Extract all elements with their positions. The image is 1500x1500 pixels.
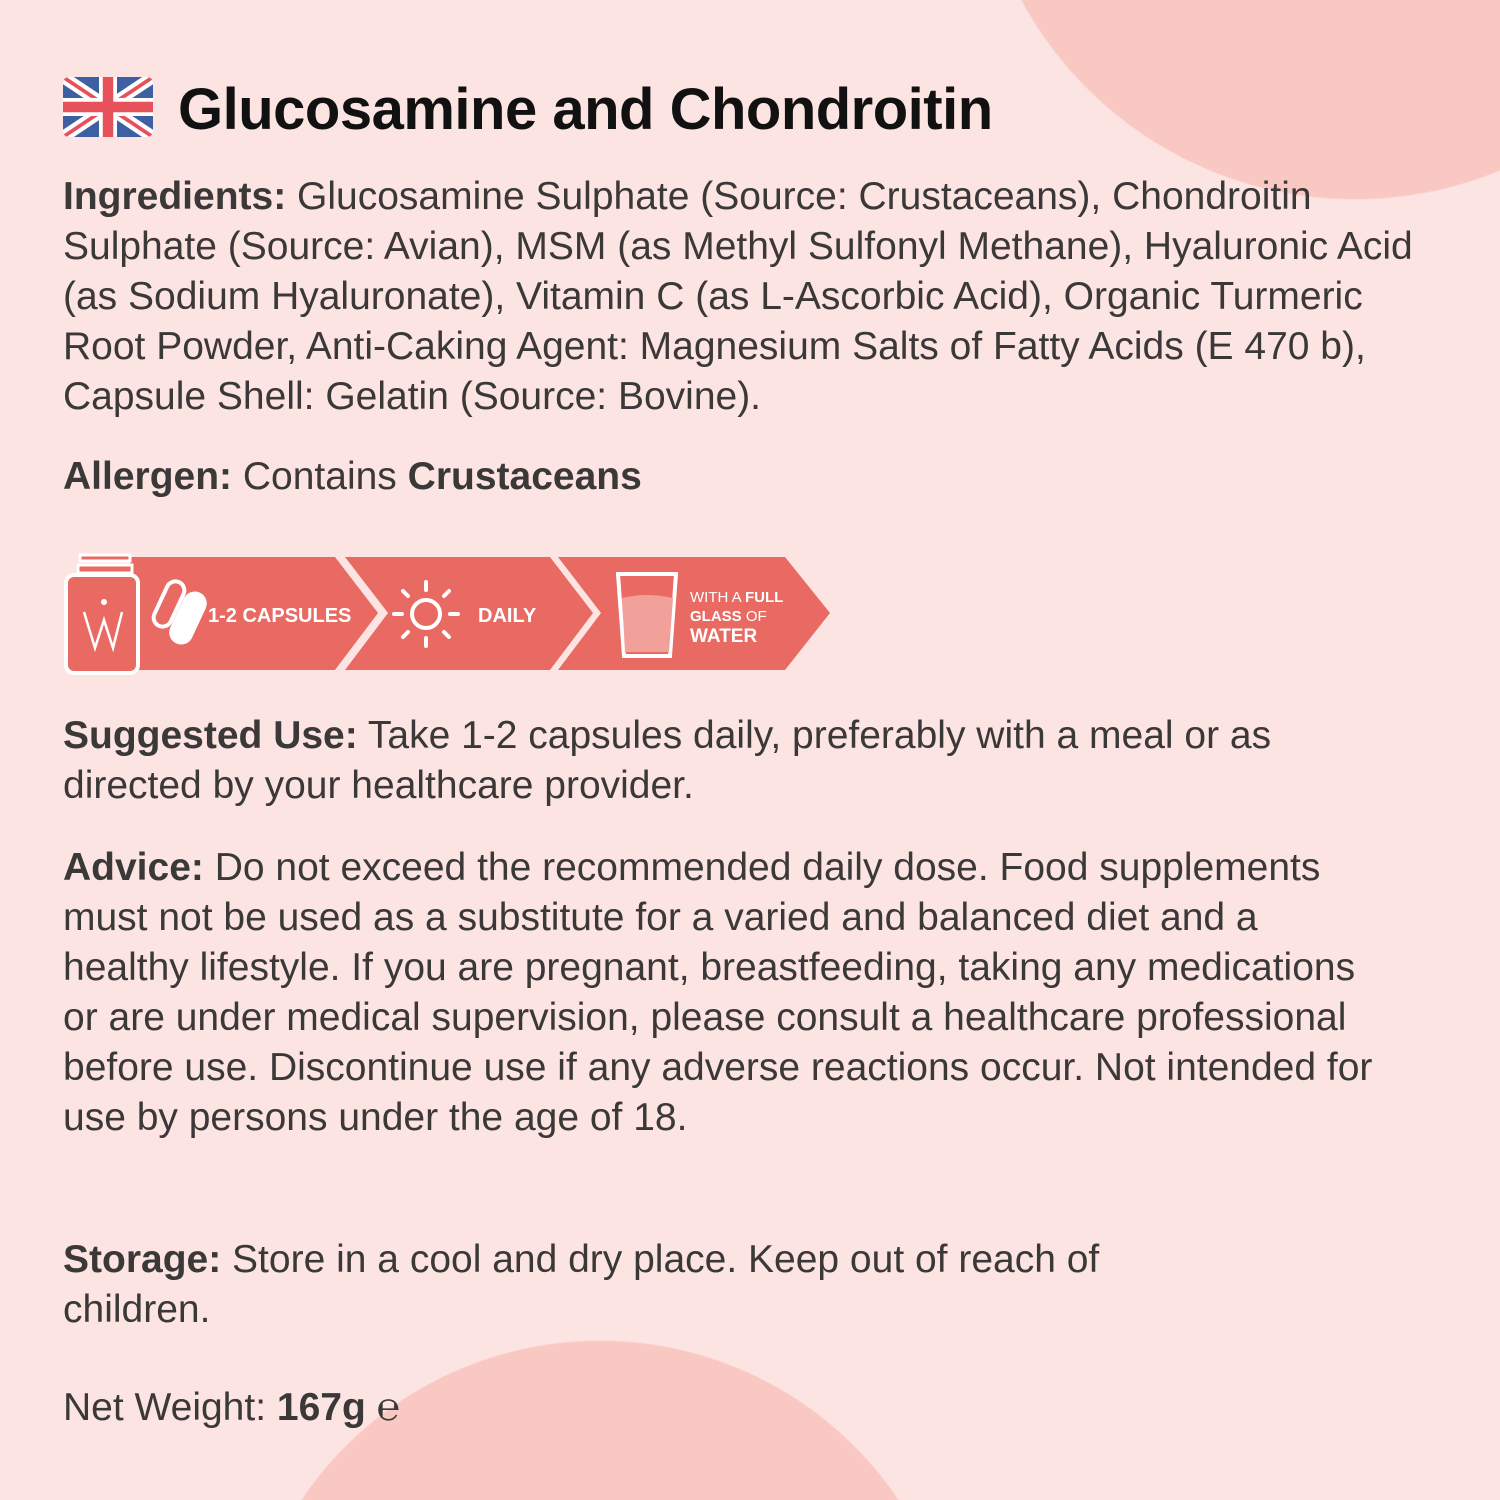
banner-segment-daily [345,557,593,670]
net-weight: Net Weight: 167g ℮ [63,1386,401,1429]
estimated-sign-icon: ℮ [376,1386,401,1429]
water-label-line3: WATER [690,626,758,647]
capsules-label: 1-2 CAPSULES [208,605,352,627]
water-label-line1: WITH A FULL [690,589,784,606]
allergen: Allergen: Contains Crustaceans [63,455,642,498]
daily-label: DAILY [478,605,537,627]
advice: Advice: Do not exceed the recommended daily dose. Food supplements must not be used as a substitute for a varied and balanced diet and a healthy lifestyle. If you are pregnant, breastfeeding, taking any medications or are under medical supervision, please consult a healthcare professional before use. Discontinue use if any adverse reactions occur. Not intended for use by persons under the age of 18. [63,846,1373,1139]
bottle-logo-icon [66,555,138,673]
storage: Storage: Store in a cool and dry place. Keep out of reach of children. [63,1238,1100,1331]
page-title: Glucosamine and Chondroitin [178,77,993,142]
water-label-line2: GLASS OF [690,608,767,625]
ingredients: Ingredients: Glucosamine Sulphate (Source: Crustaceans), Chondroitin Sulphate (Source: Avian), MSM (as Methyl Sulfonyl Methane), Hyaluronic Acid (as Sodium Hyaluronate), Vitamin C (as L-Ascorbic Acid), Organic Turmeric Root Powder, Anti-Caking Agent: Magnesium Salts of Fatty Acids (E 470 b), Capsule Shell: Gelatin (Source: Bovine). [63,175,1413,418]
uk-flag-icon [63,77,153,137]
usage-banner [60,550,840,680]
suggested-use: Suggested Use: Take 1-2 capsules daily, preferably with a meal or as directed by your healthcare provider. [63,714,1272,807]
